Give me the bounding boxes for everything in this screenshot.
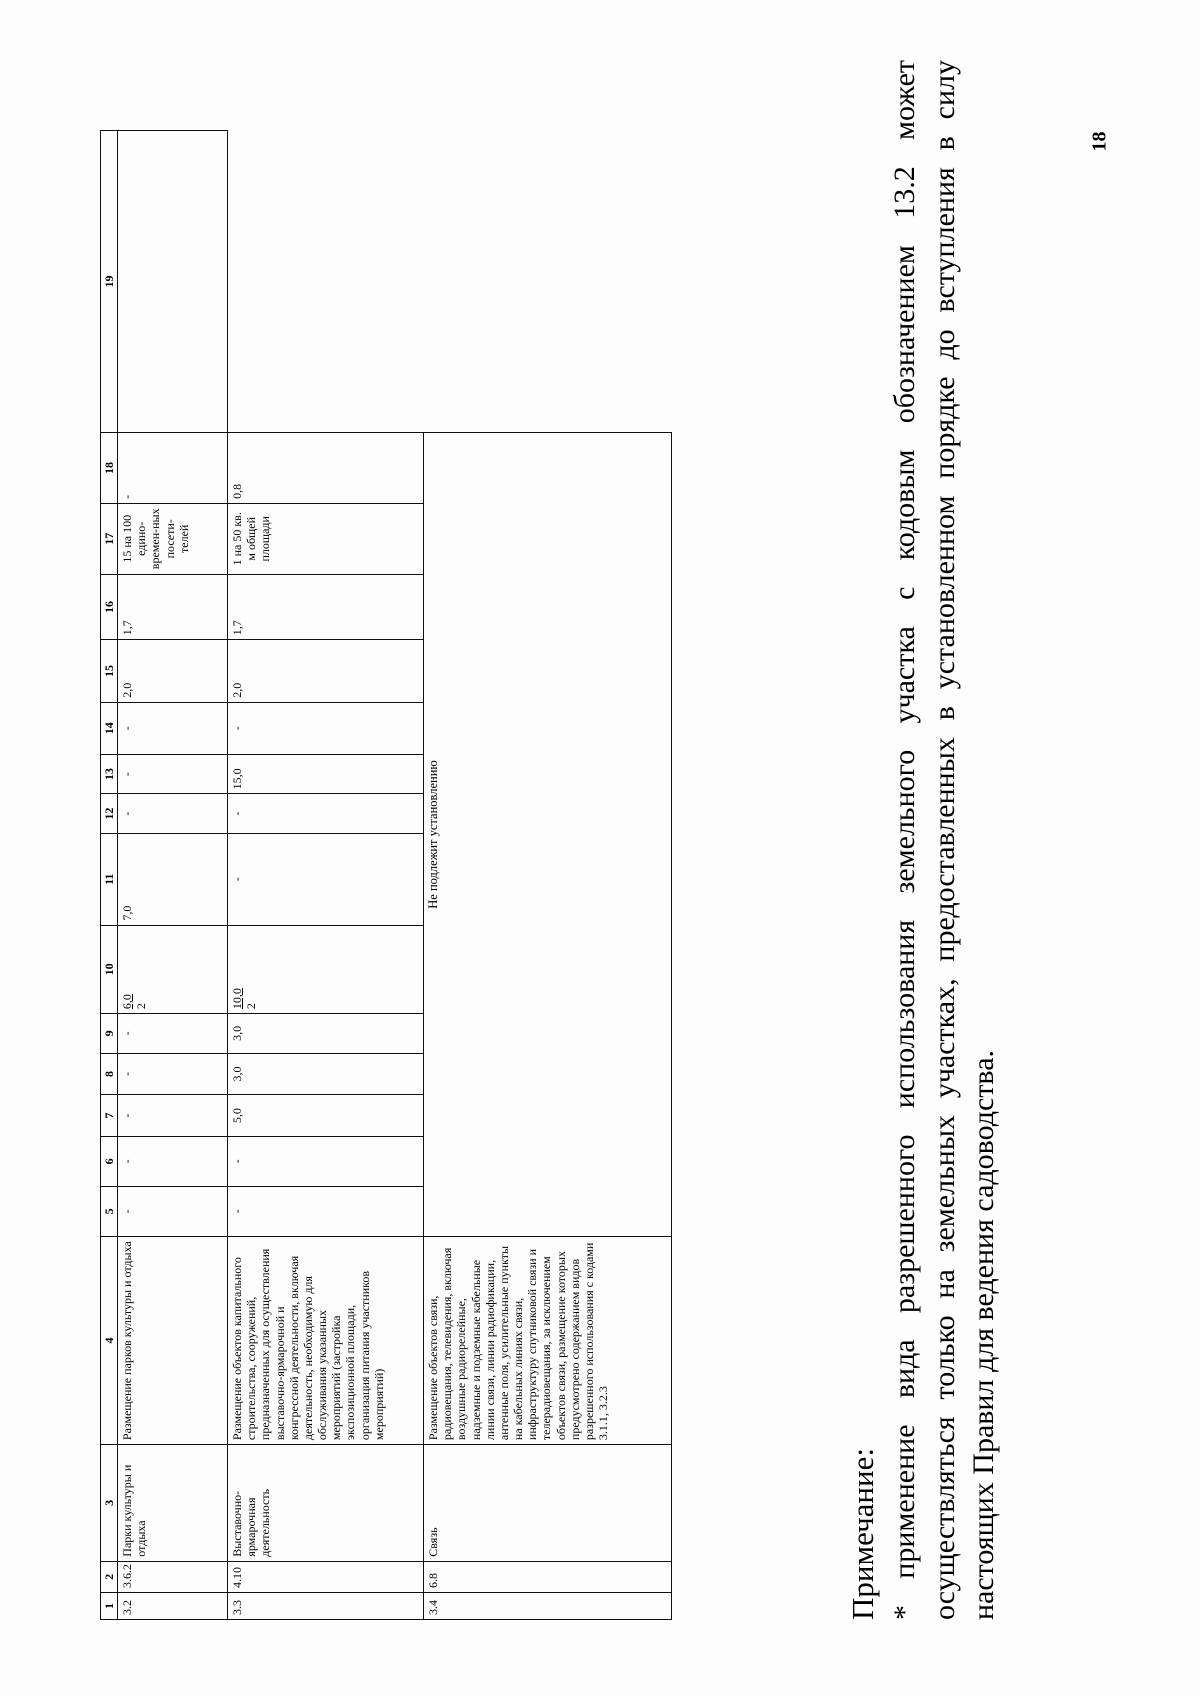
cell-col11: - (228, 833, 424, 925)
cell-col9: - (118, 1014, 228, 1054)
cell-col13: 15,0 (228, 754, 424, 794)
cell-col6: - (228, 1136, 424, 1186)
cell-col12: - (118, 794, 228, 834)
col-header-12: 12 (101, 794, 118, 834)
land-use-name: Выставочно-ярмарочная деятельность (228, 1445, 424, 1562)
page-number: 18 (1088, 131, 1111, 152)
col-header-7: 7 (101, 1095, 118, 1137)
table-row (118, 131, 228, 1620)
col-header-16: 16 (101, 574, 118, 640)
col-header-18: 18 (101, 433, 118, 504)
cell-col11: 7,0 (118, 833, 228, 925)
cell-col13: - (118, 754, 228, 794)
cell-col16: 1,7 (228, 574, 424, 640)
cell-col10-bottom: 2 (134, 1003, 149, 1010)
land-use-name: Связь (424, 1445, 672, 1562)
cell-col17: 15 на 100 едино-времен-ных посети-телей (118, 503, 228, 574)
cell-col18: 0,8 (228, 433, 424, 504)
col-header-11: 11 (101, 833, 118, 925)
land-use-code: 3.6.2 (118, 1561, 228, 1592)
cell-col15: 2,0 (228, 640, 424, 702)
cell-col7: - (118, 1095, 228, 1137)
cell-col14: - (118, 702, 228, 754)
land-use-description: Размещение парков культуры и отдыха (118, 1236, 228, 1444)
col-header-10: 10 (101, 925, 118, 1014)
cell-col19 (228, 131, 424, 433)
land-use-code: 4.10 (228, 1561, 424, 1592)
note-text: * применение вида разрешенного использования земельного участка с кодовым обозначением 13.2 может осуществляться только на земельных участках, предоставленных в установленном порядке до вступления в силу настоящих Правил для ведения садоводства. (888, 60, 1001, 1620)
row-number: 3.4 (424, 1592, 672, 1619)
cell-col8: - (118, 1053, 228, 1095)
col-header-5: 5 (101, 1186, 118, 1236)
cell-col19 (118, 131, 228, 433)
cell-col10-top: 10,0 (230, 988, 245, 1010)
cell-col8: 3,0 (228, 1053, 424, 1095)
cell-col7: 5,0 (228, 1095, 424, 1137)
note-heading: Примечание: (845, 1448, 880, 1620)
table-row (424, 131, 672, 1620)
cell-col19 (424, 131, 672, 433)
land-use-description: Размещение объектов капитального строительства, сооружений, предназначенных для осуществления выставочно-ярмарочной и конгрессной деятельности, включая деятельность, необходимую для обслуживания указанных мероприятий (застройка экспозиционной площади, организация питания участников мероприятий) (228, 1236, 424, 1444)
header-row (101, 131, 118, 1620)
cell-col12: - (228, 794, 424, 834)
cell-col10 (118, 925, 228, 1014)
col-header-3: 3 (101, 1445, 118, 1562)
land-use-code: 6.8 (424, 1561, 672, 1592)
row-number: 3.3 (228, 1592, 424, 1619)
land-use-name: Парки культуры и отдыха (118, 1445, 228, 1562)
table-row (228, 131, 424, 1620)
col-header-13: 13 (101, 754, 118, 794)
cell-col15: 2,0 (118, 640, 228, 702)
cell-col5: - (228, 1186, 424, 1236)
land-use-description: Размещение объектов связи, радиовещания, телевидения, включая воздушные радиорелейные, надземные и подземные кабельные линии связи, линии радиофикации, антенные поля, усилительные пункты на кабельных линиях связи, инфраструктуру спутниковой связи и телерадиовещания, за исключением объектов связи, размещение которых предусмотрено содержанием видов разрешенного использования с кодами 3.1.1, 3.2.3 (424, 1236, 672, 1444)
cell-col10-top: 6,0 (120, 994, 135, 1010)
col-header-2: 2 (101, 1561, 118, 1592)
cell-col10 (228, 925, 424, 1014)
col-header-14: 14 (101, 702, 118, 754)
col-header-17: 17 (101, 503, 118, 574)
cell-col5: - (118, 1186, 228, 1236)
cell-col6: - (118, 1136, 228, 1186)
cell-col9: 3,0 (228, 1014, 424, 1054)
cell-col18: - (118, 433, 228, 504)
not-established-note: Не подлежит установлению (424, 433, 672, 1237)
cell-col17: 1 на 50 кв. м общей площади (228, 503, 424, 574)
col-header-4: 4 (101, 1236, 118, 1444)
col-header-15: 15 (101, 640, 118, 702)
col-header-19: 19 (101, 131, 118, 433)
col-header-9: 9 (101, 1014, 118, 1054)
col-header-8: 8 (101, 1053, 118, 1095)
col-header-1: 1 (101, 1592, 118, 1619)
col-header-6: 6 (101, 1136, 118, 1186)
row-number: 3.2 (118, 1592, 228, 1619)
rotated-content (100, 20, 1080, 1620)
regulations-table (100, 130, 672, 1620)
cell-col16: 1,7 (118, 574, 228, 640)
notes-block (845, 60, 1004, 1620)
cell-col14: - (228, 702, 424, 754)
cell-col10-bottom: 2 (244, 1003, 259, 1010)
